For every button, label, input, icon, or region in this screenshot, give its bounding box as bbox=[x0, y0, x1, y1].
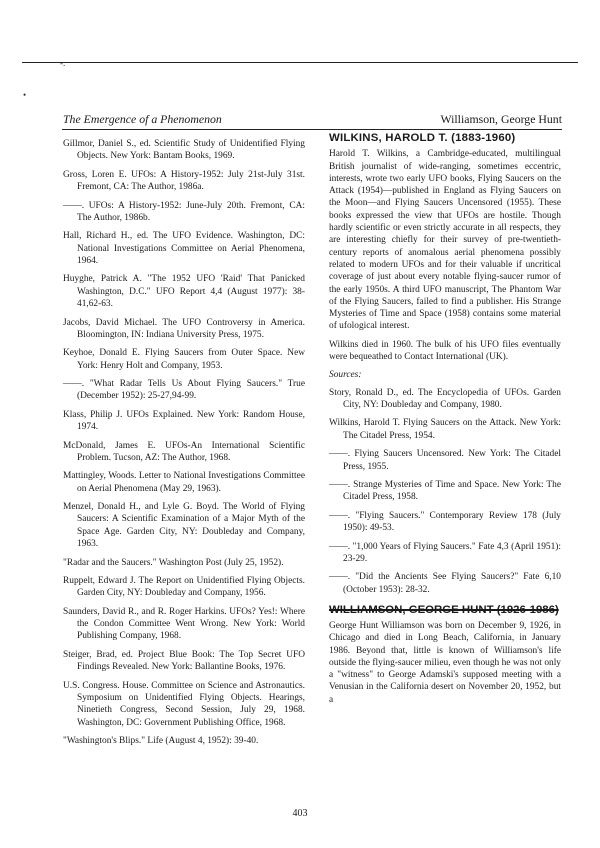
reference-entry: Klass, Philip J. UFOs Explained. New York: Random House, 1974. bbox=[63, 409, 305, 433]
entry-title-williamson: WILLIAMSON, GEORGE HUNT (1926-1986) bbox=[329, 603, 559, 616]
reference-entry: Keyhoe, Donald E. Flying Saucers from Outer Space. New York: Henry Holt and Company, 1953. bbox=[63, 348, 305, 371]
source-entry: ——. Flying Saucers Uncensored. New York: The Citadel Press, 1955. bbox=[329, 449, 561, 472]
source-entry: Wilkins, Harold T. Flying Saucers on the Attack. New York: The Citadel Press, 1954. bbox=[329, 418, 561, 441]
source-entry: ——. Strange Mysteries of Time and Space. New York: The Citadel Press, 1958. bbox=[329, 479, 561, 503]
running-header-left: The Emergence of a Phenomenon bbox=[63, 112, 222, 126]
body-paragraph: Wilkins died in 1960. The bulk of his UFO files eventually were bequeathed to Contact International (UK). bbox=[329, 339, 561, 363]
reference-entry: Ruppelt, Edward J. The Report on Unidentified Flying Objects. Garden City, NY: Doubleday and Company, 1956. bbox=[63, 576, 305, 599]
reference-entry: "Washington's Blips." Life (August 4, 1952): 39-40. bbox=[63, 736, 259, 747]
reference-entry: Gross, Loren E. UFOs: A History-1952: July 21st-July 31st. Fremont, CA: The Author, 1986a. bbox=[63, 169, 305, 193]
reference-entry: U.S. Congress. House. Committee on Science and Astronautics. Symposium on Unidentified Flying Objects. Hearings, Ninetieth Congress, Second Session, July 29, 1968. Washington, DC: Government Publishing Office, 1968. bbox=[63, 680, 305, 728]
reference-entry: Hall, Richard H., ed. The UFO Evidence. Washington, DC: National Investigations Committee on Aerial Phenomena, 1964. bbox=[63, 231, 305, 266]
reference-entry: Steiger, Brad, ed. Project Blue Book: The Top Secret UFO Findings Revealed. New York: Ballantine Books, 1976. bbox=[63, 649, 305, 673]
reference-entry: Jacobs, David Michael. The UFO Controversy in America. Bloomington, IN: Indiana University Press, 1975. bbox=[63, 317, 305, 340]
header-rule bbox=[62, 129, 562, 130]
reference-entry: ——. UFOs: A History-1952: June-July 20th. Fremont, CA: The Author, 1986b. bbox=[63, 200, 305, 223]
page-number: 403 bbox=[292, 808, 308, 819]
source-entry: ——. "1,000 Years of Flying Saucers." Fate 4,3 (April 1951): 23-29. bbox=[329, 541, 561, 564]
sources-label: Sources: bbox=[329, 370, 362, 381]
reference-entry: Huyghe, Patrick A. "The 1952 UFO 'Raid' That Panicked Washington, D.C." UFO Report 4,4 (August 1977): 38-41,62-63. bbox=[63, 274, 305, 310]
reference-entry: Saunders, David R., and R. Roger Harkins. UFOs? Yes!: Where the Condon Committee Went Wrong. New York: World Publishing Company, 1968. bbox=[63, 606, 305, 642]
right-column bbox=[329, 132, 561, 712]
scan-speck: • bbox=[23, 90, 27, 100]
reference-entry: Menzel, Donald H., and Lyle G. Boyd. The World of Flying Saucers: A Scientific Examination of a Major Myth of the Space Age. Garden City, NY: Doubleday and Company, 1963. bbox=[63, 502, 305, 550]
reference-entry: Mattingley, Woods. Letter to National Investigations Committee on Aerial Phenomena (May 29, 1963). bbox=[63, 471, 305, 494]
entry-williamson bbox=[329, 604, 561, 706]
source-entry: Story, Ronald D., ed. The Encyclopedia of UFOs. Garden City, NY: Doubleday and Company, 1980. bbox=[329, 387, 561, 410]
reference-entry: Gillmor, Daniel S., ed. Scientific Study of Unidentified Flying Objects. New York: Bantam Books, 1969. bbox=[63, 139, 305, 162]
source-entry: ——. "Flying Saucers." Contemporary Review 178 (July 1950): 49-53. bbox=[329, 510, 561, 534]
reference-entry: "Radar and the Saucers." Washington Post (July 25, 1952). bbox=[63, 557, 284, 568]
reference-entry: ——. "What Radar Tells Us About Flying Saucers." True (December 1952): 25-27,94-99. bbox=[63, 379, 305, 402]
entry-title-wilkins: WILKINS, HAROLD T. (1883-1960) bbox=[329, 132, 516, 144]
top-scan-rule bbox=[22, 62, 578, 63]
reference-entry: McDonald, James E. UFOs-An International Scientific Problem. Tucson, AZ: The Author, 1968. bbox=[63, 440, 305, 463]
scan-speck: -. bbox=[60, 58, 66, 68]
source-entry: ——. "Did the Ancients See Flying Saucers?" Fate 6,10 (October 1953): 28-32. bbox=[329, 572, 561, 595]
body-paragraph: George Hunt Williamson was born on December 9, 1926, in Chicago and died in Long Beach, California, in January 1986. Beyond that, little is known of Williamson's life outside the flying-saucer milieu, even though he was not only a "witness" to George Adamski's supposed meeting with a Venusian in the California desert on November 20, 1952, but a bbox=[329, 620, 561, 705]
left-column bbox=[63, 138, 305, 754]
body-paragraph: Harold T. Wilkins, a Cambridge-educated, multilingual British journalist of wide-ranging, sometimes eccentric, interests, wrote two early UFO books, Flying Saucers on the Attack (1954)—published in England as Flying Saucers on the Moon—and Flying Saucers Uncensored (1955). These books expressed the view that UFOs are hostile. Though hardly scientific or even strictly accurate in all respects, they are interesting chiefly for their survey of pre-twentieth-century reports of anomalous aerial phenomena possibly related to modern UFOs and for their valuable if uncritical coverage of just about every notable flying-saucer rumor of the early 1950s. A third UFO manuscript, The Phantom War of the Flying Saucers, failed to find a publisher. His Strange Mysteries of Time and Space (1958) contains some material of ufological interest. bbox=[329, 149, 561, 332]
running-header-right: Williamson, George Hunt bbox=[440, 112, 562, 126]
